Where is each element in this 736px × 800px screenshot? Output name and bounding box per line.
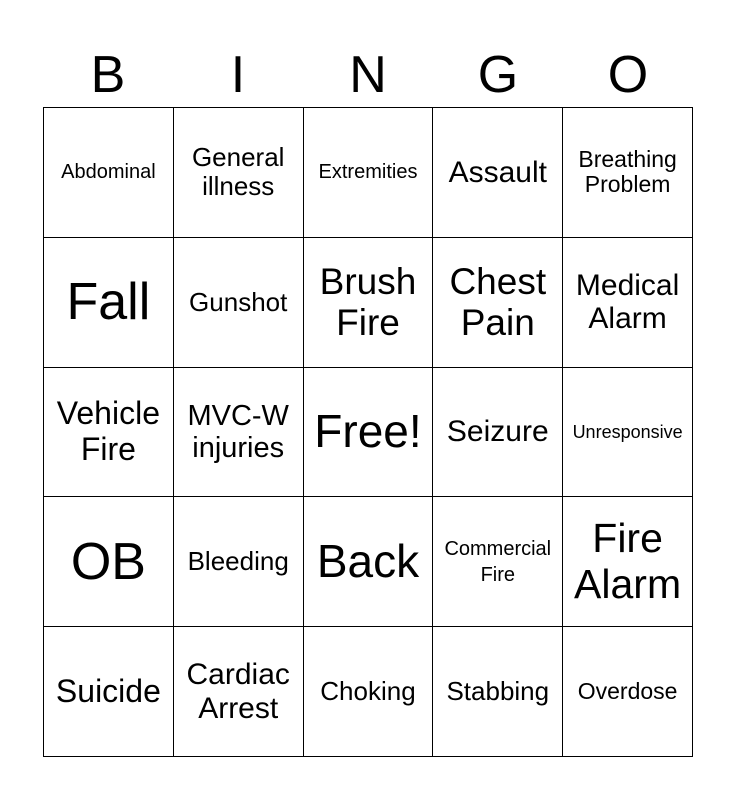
cell-label: Abdominal bbox=[61, 161, 156, 184]
cell-label: Stabbing bbox=[446, 676, 550, 707]
cell-label: Overdose bbox=[577, 677, 678, 704]
cell-label: Fire Alarm bbox=[574, 514, 682, 607]
bingo-cell[interactable] bbox=[304, 627, 434, 757]
bingo-cell[interactable] bbox=[433, 238, 563, 368]
bingo-cell[interactable] bbox=[44, 627, 174, 757]
cell-label: Assault bbox=[448, 155, 547, 189]
header-letter-o: O bbox=[607, 46, 649, 104]
bingo-cell[interactable] bbox=[304, 238, 434, 368]
cell-label: Bleeding bbox=[187, 546, 289, 577]
free-space-cell[interactable] bbox=[304, 368, 434, 498]
bingo-cell[interactable] bbox=[433, 497, 563, 627]
cell-label: Commercial Fire bbox=[444, 537, 552, 586]
cell-label: Gunshot bbox=[189, 286, 288, 317]
cell-label: Brush Fire bbox=[319, 260, 417, 344]
bingo-cell[interactable] bbox=[174, 108, 304, 238]
cell-label: Cardiac Arrest bbox=[186, 658, 290, 725]
bingo-cell[interactable] bbox=[563, 368, 693, 498]
cell-label: Breathing Problem bbox=[578, 145, 677, 198]
bingo-cell[interactable] bbox=[174, 627, 304, 757]
cell-label: Seizure bbox=[446, 415, 549, 449]
bingo-cell[interactable] bbox=[174, 497, 304, 627]
bingo-cell[interactable] bbox=[563, 108, 693, 238]
cell-label: Vehicle Fire bbox=[56, 395, 160, 467]
bingo-cell[interactable] bbox=[174, 238, 304, 368]
bingo-cell[interactable] bbox=[433, 627, 563, 757]
bingo-cell[interactable] bbox=[174, 368, 304, 498]
cell-label: Extremities bbox=[318, 161, 418, 184]
bingo-cell[interactable] bbox=[433, 368, 563, 498]
cell-label: General illness bbox=[191, 142, 285, 202]
bingo-cell[interactable] bbox=[304, 497, 434, 627]
bingo-card bbox=[43, 107, 693, 757]
cell-label: MVC-W injuries bbox=[187, 399, 289, 464]
bingo-cell[interactable] bbox=[563, 627, 693, 757]
cell-label: Suicide bbox=[55, 672, 161, 709]
cell-label: Fall bbox=[66, 273, 151, 332]
bingo-cell[interactable] bbox=[433, 108, 563, 238]
cell-label: Unresponsive bbox=[572, 421, 683, 442]
header-letter-i: I bbox=[230, 46, 246, 104]
cell-label: Choking bbox=[320, 676, 416, 707]
free-space-label: Free! bbox=[314, 405, 422, 458]
bingo-cell[interactable] bbox=[563, 497, 693, 627]
cell-label: Medical Alarm bbox=[575, 268, 680, 336]
bingo-cell[interactable] bbox=[44, 108, 174, 238]
bingo-header bbox=[43, 44, 693, 106]
header-letter-n: N bbox=[349, 46, 387, 104]
cell-label: Chest Pain bbox=[449, 260, 547, 344]
cell-label: OB bbox=[70, 532, 146, 591]
header-letter-b: B bbox=[90, 46, 126, 104]
bingo-cell[interactable] bbox=[563, 238, 693, 368]
header-letter-g: G bbox=[477, 46, 519, 104]
bingo-cell[interactable] bbox=[44, 368, 174, 498]
bingo-cell[interactable] bbox=[44, 497, 174, 627]
cell-label: Back bbox=[316, 535, 420, 588]
bingo-cell[interactable] bbox=[304, 108, 434, 238]
bingo-cell[interactable] bbox=[44, 238, 174, 368]
